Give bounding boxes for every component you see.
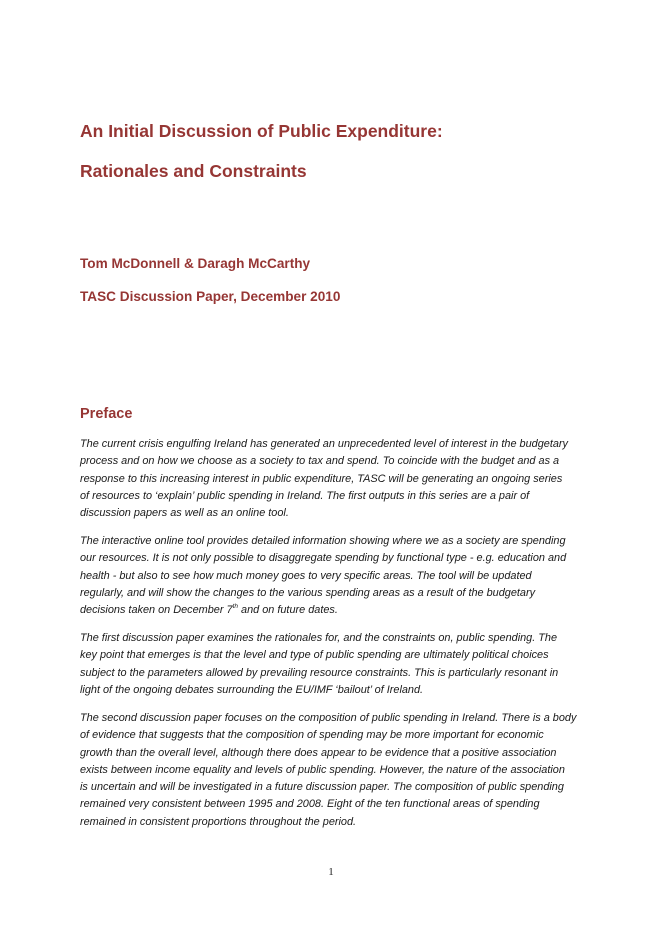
document-paper-info: TASC Discussion Paper, December 2010 bbox=[80, 289, 341, 304]
paragraph-line: remained in consistent proportions throughout the period. bbox=[80, 815, 357, 828]
paragraph-line: response to this increasing interest in public expenditure, TASC will be generating an ongoing series bbox=[80, 472, 563, 485]
ordinal-superscript: th bbox=[232, 603, 238, 611]
paragraph-line: The interactive online tool provides detailed information showing where we as a society are spending bbox=[80, 535, 566, 547]
paragraph-line: exists between income equality and levels of public spending. However, the nature of the association bbox=[80, 763, 565, 776]
preface-paragraph-4 bbox=[80, 710, 586, 831]
document-authors: Tom McDonnell & Daragh McCarthy bbox=[80, 256, 311, 271]
paragraph-line: is uncertain and will be investigated in a future discussion paper. The composition of public spending bbox=[80, 781, 564, 794]
paragraph-line: discussion papers as well as an online tool. bbox=[80, 507, 289, 520]
paragraph-line-with-superscript bbox=[80, 602, 586, 619]
date-text: decisions taken on December 7 bbox=[80, 604, 233, 617]
paragraph-line: key point that emerges is that the level and type of public spending are ultimately political choices bbox=[80, 649, 549, 662]
paragraph-line: health - but also to see how much money goes to very specific areas. The tool will be updated bbox=[80, 569, 532, 582]
paragraph-line: process and on how we choose as a society to tax and spend. To coincide with the budget and as a bbox=[80, 455, 560, 468]
preface-paragraph-3 bbox=[80, 630, 586, 699]
paragraph-line: of evidence that suggests that the composition of spending may be more important for economic bbox=[80, 729, 544, 742]
document-title-line-2: Rationales and Constraints bbox=[80, 161, 307, 181]
date-text-continued: and on future dates. bbox=[237, 604, 338, 617]
paragraph-line: remained very consistent between 1995 and 2008. Eight of the ten functional areas of spending bbox=[80, 798, 540, 811]
paragraph-line: light of the ongoing debates surrounding the EU/IMF ‘bailout’ of Ireland. bbox=[80, 683, 424, 696]
paragraph-line: The second discussion paper focuses on the composition of public spending in Ireland. There is a body bbox=[80, 712, 577, 724]
preface-paragraph-2 bbox=[80, 533, 586, 619]
paragraph-line: subject to the parameters allowed by prevailing resource constraints. This is particularly resonant in bbox=[80, 666, 559, 679]
paragraph-line: The first discussion paper examines the rationales for, and the constraints on, public spending. The bbox=[80, 632, 558, 644]
paragraph-line: regularly, and will show the changes to the various spending areas as a result of the budgetary bbox=[80, 586, 536, 599]
preface-heading: Preface bbox=[80, 406, 133, 422]
paragraph-line: The current crisis engulfing Ireland has generated an unprecedented level of interest in the budgetary bbox=[80, 438, 568, 450]
paragraph-line: growth than the overall level, although there does appear to be evidence that a positive association bbox=[80, 746, 557, 759]
preface-paragraph-1 bbox=[80, 436, 586, 522]
page-number: 1 bbox=[328, 866, 334, 878]
paragraph-line: our resources. It is not only possible to disaggregate spending by functional type - e.g. education and bbox=[80, 552, 567, 565]
document-title-line-1: An Initial Discussion of Public Expenditure: bbox=[80, 121, 443, 141]
paragraph-line: of resources to ‘explain’ public spending in Ireland. The first outputs in this series are a pair of bbox=[80, 489, 530, 502]
